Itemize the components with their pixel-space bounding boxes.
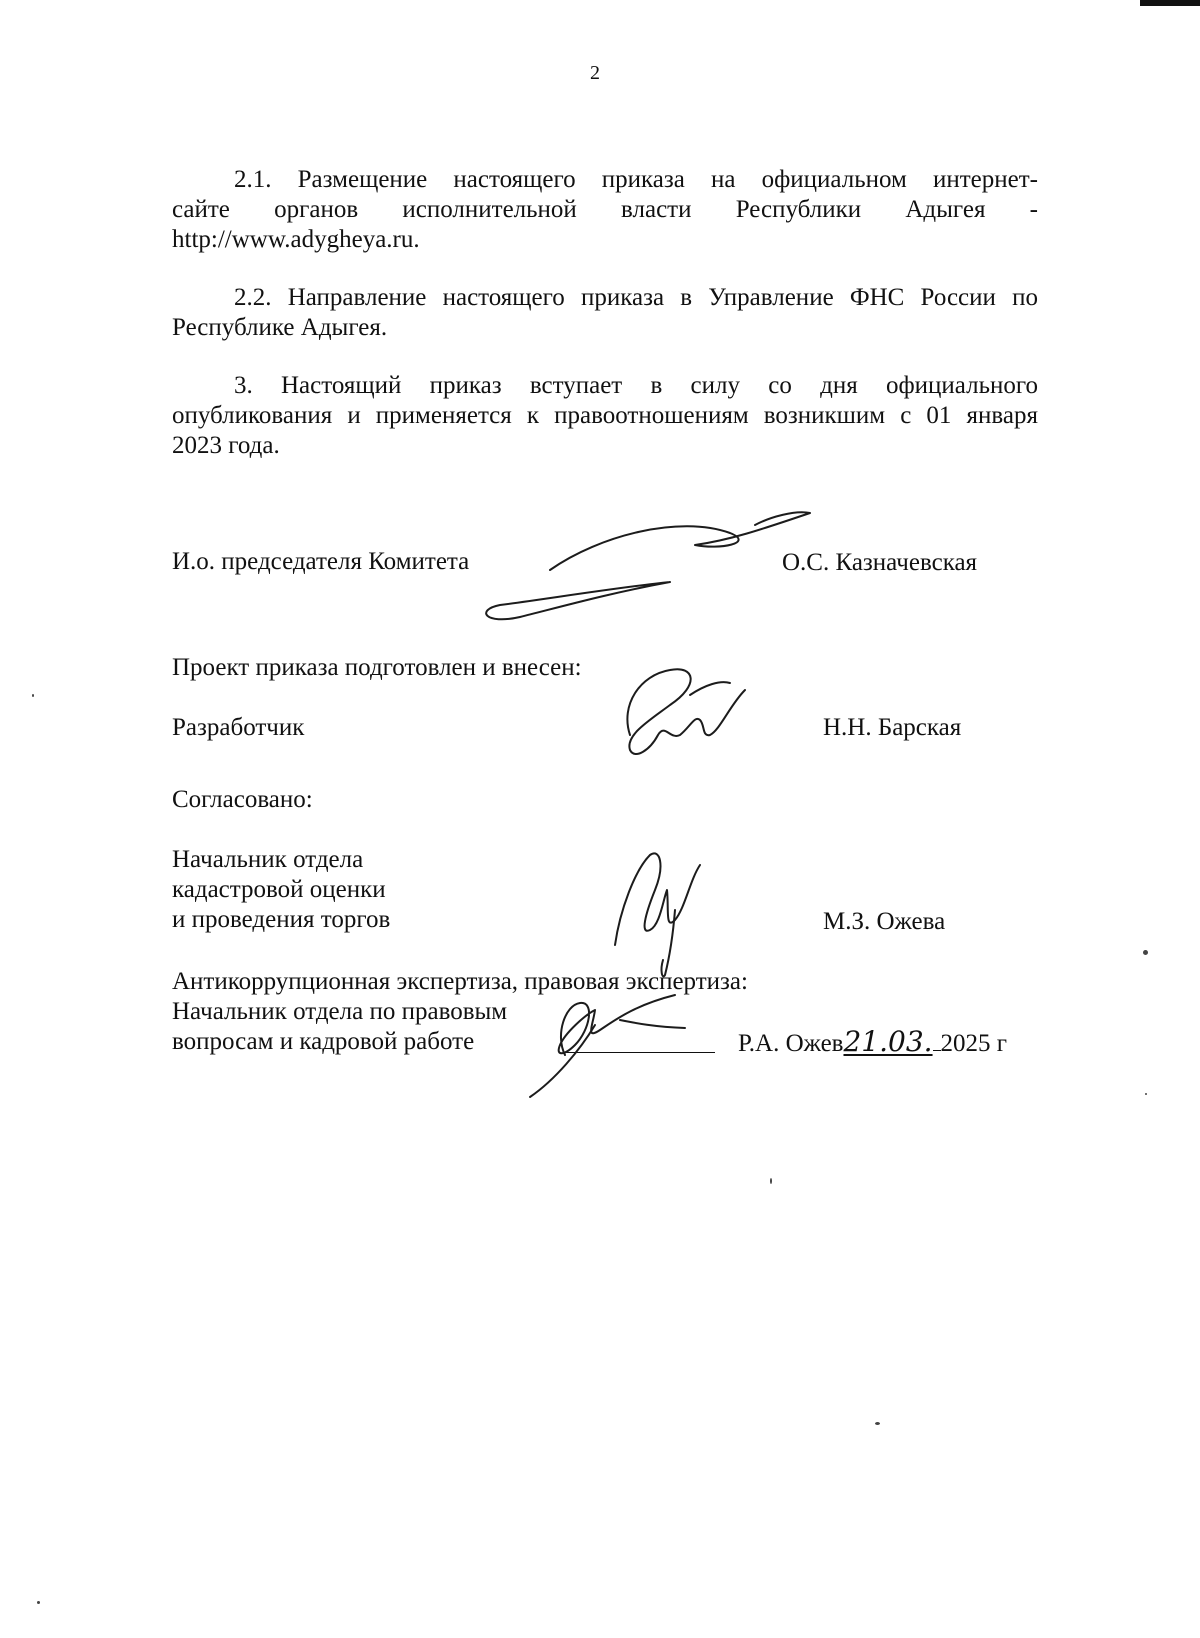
expertise-heading: Антикоррупционная экспертиза, правовая экспертиза: [172, 968, 748, 995]
page-number: 2 [590, 62, 600, 84]
paragraph-2-1 [172, 165, 1038, 255]
developer-name: Н.Н. Барская [823, 714, 962, 741]
legal-position-line-2: вопросам и кадровой работе [172, 1028, 475, 1055]
paragraph-line: Республике Адыгея. [172, 314, 388, 341]
cadastral-position-line-3: и проведения торгов [172, 906, 391, 933]
handwritten-date: 21.03. [843, 1025, 933, 1058]
chair-name: О.С. Казначевская [782, 549, 978, 576]
prepared-by-heading: Проект приказа подготовлен и внесен: [172, 654, 582, 681]
cadastral-position-line-2: кадастровой оценки [172, 876, 386, 903]
scan-speck [32, 694, 34, 697]
paragraph-line: 2023 года. [172, 432, 280, 459]
scan-speck [37, 1601, 40, 1604]
paragraph-2-2 [172, 283, 1038, 343]
agreed-heading: Согласовано: [172, 786, 313, 813]
cadastral-head-name: М.З. Ожева [823, 908, 946, 935]
scan-speck [1143, 950, 1148, 955]
chair-position: И.о. председателя Комитета [172, 548, 470, 575]
developer-position: Разработчик [172, 714, 305, 741]
scan-speck [875, 1422, 880, 1425]
scan-edge-mark [1140, 0, 1200, 6]
legal-head-signoff [738, 1027, 1007, 1059]
legal-signature [525, 985, 715, 1100]
paragraph-line: http://www.adygheya.ru. [172, 226, 420, 253]
scan-speck [1145, 1093, 1147, 1095]
date-underline [933, 1028, 941, 1051]
paragraph-line: 3. Настоящий приказ вступает в силу со дня официального [234, 372, 1038, 399]
paragraph-line: 2.2. Направление настоящего приказа в Управление ФНС России по [234, 284, 1038, 311]
cadastral-position-line-1: Начальник отдела [172, 846, 364, 873]
scan-speck [770, 1178, 772, 1184]
paragraph-3 [172, 371, 1038, 461]
chair-signature [480, 505, 820, 635]
cadastral-signature [605, 850, 715, 980]
date-year: 2025 г [940, 1030, 1008, 1057]
legal-position-line-1: Начальник отдела по правовым [172, 998, 508, 1025]
paragraph-line: опубликования и применяется к правоотношениям возникшим с 01 января [172, 402, 1038, 429]
developer-signature [610, 665, 760, 765]
paragraph-line: сайте органов исполнительной власти Республики Адыгея - [172, 196, 1038, 223]
legal-head-name: Р.А. Ожев [738, 1030, 844, 1057]
paragraph-line: 2.1. Размещение настоящего приказа на официальном интернет- [234, 166, 1038, 193]
